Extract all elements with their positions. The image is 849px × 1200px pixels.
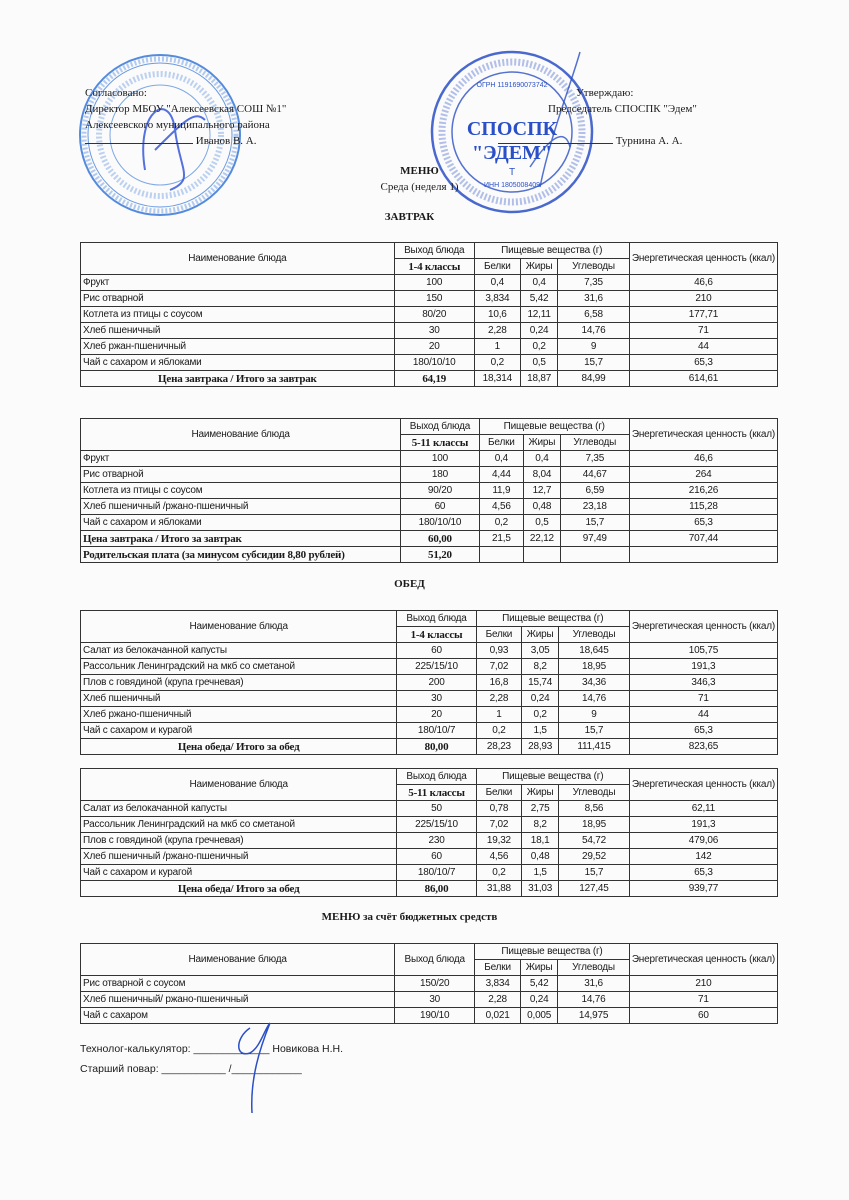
dish-protein: 0,4 — [474, 275, 520, 291]
total-price: 60,00 — [401, 531, 479, 547]
header-carbs: Углеводы — [559, 785, 630, 801]
total-value: 31,88 — [476, 881, 521, 897]
total-row — [81, 547, 778, 563]
dish-fat: 8,2 — [522, 817, 559, 833]
table-row — [81, 643, 778, 659]
dish-protein: 7,02 — [476, 817, 521, 833]
dish-name: Чай с сахаром и яблоками — [81, 515, 401, 531]
total-value — [560, 547, 629, 563]
table-row — [81, 275, 778, 291]
dish-name: Фрукт — [81, 275, 395, 291]
table-row — [81, 339, 778, 355]
total-value: 22,12 — [524, 531, 561, 547]
dish-output: 30 — [395, 992, 475, 1008]
section-breakfast: ЗАВТРАК — [384, 211, 435, 223]
table-row — [81, 659, 778, 675]
table-row — [81, 992, 778, 1008]
header-protein: Белки — [479, 435, 523, 451]
total-value: 21,5 — [479, 531, 523, 547]
dish-output: 100 — [401, 451, 479, 467]
dish-carbs: 31,6 — [558, 291, 630, 307]
dish-protein: 2,28 — [476, 691, 521, 707]
total-label: Цена завтрака / Итого за завтрак — [81, 371, 395, 387]
header-protein: Белки — [474, 259, 520, 275]
dish-output: 60 — [397, 849, 476, 865]
total-price: 80,00 — [397, 739, 476, 755]
total-value: 707,44 — [629, 531, 777, 547]
table-row — [81, 801, 778, 817]
total-value: 939,77 — [629, 881, 777, 897]
dish-carbs: 15,7 — [558, 355, 630, 371]
lunch-table-1-4 — [80, 610, 778, 755]
dish-energy: 191,3 — [629, 659, 777, 675]
svg-text:Т: Т — [508, 167, 516, 178]
dish-output: 150/20 — [395, 976, 475, 992]
table-row — [81, 451, 778, 467]
dish-fat: 12,11 — [520, 307, 557, 323]
dish-energy: 142 — [629, 849, 777, 865]
dish-fat: 0,2 — [522, 707, 559, 723]
dish-carbs: 7,35 — [560, 451, 629, 467]
technologist-label: Технолог-калькулятор: _____________ — [80, 1043, 270, 1055]
dish-protein: 0,93 — [476, 643, 521, 659]
dish-name: Плов с говядиной (крупа гречневая) — [81, 833, 397, 849]
dish-fat: 5,42 — [520, 291, 557, 307]
dish-energy: 115,28 — [629, 499, 777, 515]
dish-output: 50 — [397, 801, 476, 817]
dish-name: Хлеб пшеничный /ржано-пшеничный — [81, 499, 401, 515]
dish-energy: 44 — [629, 339, 777, 355]
dish-protein: 2,28 — [474, 323, 520, 339]
total-value: 127,45 — [559, 881, 630, 897]
total-label: Цена завтрака / Итого за завтрак — [81, 531, 401, 547]
header-name: Наименование блюда — [81, 243, 395, 275]
header-row — [81, 769, 778, 785]
dish-output: 225/15/10 — [397, 817, 476, 833]
table-row — [81, 499, 778, 515]
cook-label: Старший повар: ___________ /____________ — [80, 1063, 302, 1075]
table-row — [81, 707, 778, 723]
dish-output: 80/20 — [394, 307, 474, 323]
dish-name: Хлеб пшеничный — [81, 323, 395, 339]
dish-energy: 105,75 — [629, 643, 777, 659]
header-energy: Энергетическая ценность (ккал) — [629, 944, 777, 976]
table-row — [81, 323, 778, 339]
header-output: Выход блюда — [397, 769, 476, 785]
header-class-group: 5-11 классы — [397, 785, 476, 801]
dish-name: Чай с сахаром — [81, 1008, 395, 1024]
dish-name: Салат из белокачанной капусты — [81, 801, 397, 817]
dish-energy: 65,3 — [629, 723, 777, 739]
approval-left-signer: Иванов В. А. — [195, 135, 257, 147]
dish-protein: 4,56 — [476, 849, 521, 865]
dish-name: Хлеб пшеничный /ржано-пшеничный — [81, 849, 397, 865]
table-row — [81, 976, 778, 992]
header-fat: Жиры — [522, 785, 559, 801]
header-row — [81, 243, 778, 259]
dish-name: Рис отварной — [81, 467, 401, 483]
total-value — [629, 547, 777, 563]
header-energy: Энергетическая ценность (ккал) — [629, 243, 777, 275]
dish-output: 90/20 — [401, 483, 479, 499]
table-row — [81, 515, 778, 531]
approval-right-signer: Турнина А. А. — [615, 135, 683, 147]
dish-carbs: 8,56 — [559, 801, 630, 817]
total-price: 51,20 — [401, 547, 479, 563]
document-title: МЕНЮ — [400, 165, 439, 177]
table-row — [81, 1008, 778, 1024]
dish-energy: 177,71 — [629, 307, 777, 323]
header-protein: Белки — [476, 627, 521, 643]
dish-fat: 0,005 — [521, 1008, 558, 1024]
total-value: 28,93 — [522, 739, 559, 755]
dish-energy: 46,6 — [629, 451, 777, 467]
dish-name: Рассольник Ленинградский на мкб со сметаной — [81, 659, 397, 675]
dish-protein: 0,4 — [479, 451, 523, 467]
table-row — [81, 723, 778, 739]
header-name: Наименование блюда — [81, 419, 401, 451]
header-output: Выход блюда — [401, 419, 479, 435]
dish-output: 20 — [394, 339, 474, 355]
total-price: 64,19 — [394, 371, 474, 387]
dish-energy: 44 — [629, 707, 777, 723]
dish-fat: 0,5 — [524, 515, 561, 531]
approval-right-label: Утверждаю: — [576, 87, 634, 99]
header-row — [81, 944, 778, 960]
total-value — [524, 547, 561, 563]
dish-fat: 1,5 — [522, 723, 559, 739]
total-value: 111,415 — [559, 739, 630, 755]
dish-name: Плов с говядиной (крупа гречневая) — [81, 675, 397, 691]
signature — [230, 1018, 280, 1118]
approval-left-label: Согласовано: — [85, 87, 147, 99]
dish-fat: 0,4 — [520, 275, 557, 291]
total-value: 823,65 — [629, 739, 777, 755]
total-value: 614,61 — [629, 371, 777, 387]
footer-signatures — [80, 1039, 343, 1079]
dish-protein: 10,6 — [474, 307, 520, 323]
table-row — [81, 865, 778, 881]
dish-protein: 11,9 — [479, 483, 523, 499]
dish-carbs: 6,58 — [558, 307, 630, 323]
dish-energy: 346,3 — [629, 675, 777, 691]
dish-carbs: 6,59 — [560, 483, 629, 499]
header-carbs: Углеводы — [559, 627, 630, 643]
dish-fat: 0,2 — [520, 339, 557, 355]
dish-name: Рис отварной — [81, 291, 395, 307]
section-budget: МЕНЮ за счёт бюджетных средств — [321, 911, 498, 923]
header-row — [81, 419, 778, 435]
dish-carbs: 18,645 — [559, 643, 630, 659]
section-lunch: ОБЕД — [394, 578, 425, 590]
dish-carbs: 54,72 — [559, 833, 630, 849]
dish-energy: 71 — [629, 323, 777, 339]
header-output: Выход блюда — [395, 944, 475, 976]
dish-carbs: 23,18 — [560, 499, 629, 515]
header-name: Наименование блюда — [81, 611, 397, 643]
total-value: 18,314 — [474, 371, 520, 387]
header-energy: Энергетическая ценность (ккал) — [629, 611, 777, 643]
dish-output: 100 — [394, 275, 474, 291]
approval-left — [85, 85, 286, 149]
dish-energy: 65,3 — [629, 865, 777, 881]
table-row — [81, 355, 778, 371]
dish-carbs: 14,76 — [558, 323, 630, 339]
dish-energy: 65,3 — [629, 515, 777, 531]
table-row — [81, 675, 778, 691]
dish-name: Салат из белокачанной капусты — [81, 643, 397, 659]
dish-protein: 7,02 — [476, 659, 521, 675]
dish-protein: 3,834 — [475, 976, 521, 992]
dish-output: 180/10/7 — [397, 865, 476, 881]
dish-output: 60 — [397, 643, 476, 659]
table-row — [81, 483, 778, 499]
header-fat: Жиры — [520, 259, 557, 275]
dish-carbs: 14,975 — [558, 1008, 630, 1024]
header-class-group: 1-4 классы — [394, 259, 474, 275]
dish-output: 200 — [397, 675, 476, 691]
header-name: Наименование блюда — [81, 944, 395, 976]
dish-output: 225/15/10 — [397, 659, 476, 675]
dish-energy: 216,26 — [629, 483, 777, 499]
table-row — [81, 291, 778, 307]
dish-carbs: 15,7 — [559, 865, 630, 881]
svg-text:"ЭДЕМ": "ЭДЕМ" — [471, 142, 553, 164]
total-value — [479, 547, 523, 563]
dish-fat: 8,04 — [524, 467, 561, 483]
dish-output: 150 — [394, 291, 474, 307]
total-value: 84,99 — [558, 371, 630, 387]
table-row — [81, 849, 778, 865]
header-carbs: Углеводы — [558, 259, 630, 275]
header-nutrients: Пищевые вещества (г) — [479, 419, 629, 435]
dish-protein: 1 — [476, 707, 521, 723]
dish-name: Чай с сахаром и курагой — [81, 723, 397, 739]
dish-carbs: 31,6 — [558, 976, 630, 992]
dish-protein: 4,44 — [479, 467, 523, 483]
dish-protein: 0,78 — [476, 801, 521, 817]
dish-output: 30 — [397, 691, 476, 707]
dish-name: Фрукт — [81, 451, 401, 467]
budget-table — [80, 943, 778, 1024]
dish-fat: 1,5 — [522, 865, 559, 881]
dish-name: Чай с сахаром и яблоками — [81, 355, 395, 371]
dish-carbs: 7,35 — [558, 275, 630, 291]
table-row — [81, 691, 778, 707]
dish-carbs: 9 — [559, 707, 630, 723]
dish-energy: 210 — [629, 976, 777, 992]
document-day: Среда (неделя 1) — [380, 181, 459, 193]
approval-left-district: Алексеевского муниципального района — [85, 119, 270, 131]
dish-protein: 19,32 — [476, 833, 521, 849]
total-row — [81, 739, 778, 755]
dish-protein: 0,2 — [474, 355, 520, 371]
dish-fat: 0,48 — [524, 499, 561, 515]
dish-protein: 16,8 — [476, 675, 521, 691]
approval-right-position: Председатель СПОСПК "Эдем" — [548, 103, 697, 115]
header-carbs: Углеводы — [560, 435, 629, 451]
dish-energy: 60 — [629, 1008, 777, 1024]
dish-fat: 2,75 — [522, 801, 559, 817]
total-label: Цена обеда/ Итого за обед — [81, 881, 397, 897]
breakfast-table-1-4 — [80, 242, 778, 387]
dish-protein: 1 — [474, 339, 520, 355]
dish-output: 190/10 — [395, 1008, 475, 1024]
header-nutrients: Пищевые вещества (г) — [476, 611, 629, 627]
dish-output: 180/10/10 — [394, 355, 474, 371]
header-fat: Жиры — [521, 960, 558, 976]
header-protein: Белки — [476, 785, 521, 801]
header-nutrients: Пищевые вещества (г) — [474, 243, 629, 259]
dish-protein: 0,2 — [479, 515, 523, 531]
dish-name: Котлета из птицы с соусом — [81, 307, 395, 323]
dish-fat: 18,1 — [522, 833, 559, 849]
breakfast-table-5-11 — [80, 418, 778, 563]
dish-energy: 46,6 — [629, 275, 777, 291]
dish-fat: 0,5 — [520, 355, 557, 371]
header-class-group: 1-4 классы — [397, 627, 476, 643]
dish-energy: 191,3 — [629, 817, 777, 833]
header-name: Наименование блюда — [81, 769, 397, 801]
dish-energy: 71 — [629, 691, 777, 707]
header-protein: Белки — [475, 960, 521, 976]
total-value: 31,03 — [522, 881, 559, 897]
dish-fat: 12,7 — [524, 483, 561, 499]
header-nutrients: Пищевые вещества (г) — [475, 944, 630, 960]
dish-carbs: 14,76 — [559, 691, 630, 707]
total-row — [81, 371, 778, 387]
dish-protein: 0,2 — [476, 865, 521, 881]
dish-carbs: 15,7 — [559, 723, 630, 739]
lunch-table-5-11 — [80, 768, 778, 897]
svg-text:СПОСПК: СПОСПК — [466, 118, 558, 140]
dish-protein: 0,2 — [476, 723, 521, 739]
dish-energy: 62,11 — [629, 801, 777, 817]
technologist-name: Новикова Н.Н. — [272, 1043, 343, 1055]
total-row — [81, 531, 778, 547]
dish-name: Котлета из птицы с соусом — [81, 483, 401, 499]
dish-energy: 71 — [629, 992, 777, 1008]
dish-carbs: 9 — [558, 339, 630, 355]
header-fat: Жиры — [522, 627, 559, 643]
dish-protein: 2,28 — [475, 992, 521, 1008]
dish-fat: 15,74 — [522, 675, 559, 691]
total-value: 18,87 — [520, 371, 557, 387]
dish-fat: 0,24 — [520, 323, 557, 339]
dish-energy: 479,06 — [629, 833, 777, 849]
dish-name: Хлеб ржано-пшеничный — [81, 707, 397, 723]
table-row — [81, 307, 778, 323]
dish-fat: 5,42 — [521, 976, 558, 992]
dish-fat: 8,2 — [522, 659, 559, 675]
header-row — [81, 611, 778, 627]
total-price: 86,00 — [397, 881, 476, 897]
dish-fat: 0,48 — [522, 849, 559, 865]
dish-protein: 4,56 — [479, 499, 523, 515]
total-row — [81, 881, 778, 897]
dish-output: 20 — [397, 707, 476, 723]
dish-carbs: 15,7 — [560, 515, 629, 531]
dish-fat: 0,24 — [522, 691, 559, 707]
total-label: Родительская плата (за минусом субсидии 8,80 рублей) — [81, 547, 401, 563]
dish-output: 60 — [401, 499, 479, 515]
header-fat: Жиры — [524, 435, 561, 451]
table-row — [81, 467, 778, 483]
header-nutrients: Пищевые вещества (г) — [476, 769, 629, 785]
header-output: Выход блюда — [394, 243, 474, 259]
dish-carbs: 14,76 — [558, 992, 630, 1008]
dish-carbs: 18,95 — [559, 817, 630, 833]
dish-name: Чай с сахаром и курагой — [81, 865, 397, 881]
table-row — [81, 833, 778, 849]
svg-text:ИНН 1805008409: ИНН 1805008409 — [483, 182, 541, 189]
dish-name: Рассольник Ленинградский на мкб со сметаной — [81, 817, 397, 833]
dish-name: Рис отварной с соусом — [81, 976, 395, 992]
svg-text:ОГРН 1191690073742: ОГРН 1191690073742 — [476, 82, 548, 89]
header-energy: Энергетическая ценность (ккал) — [629, 419, 777, 451]
dish-carbs: 18,95 — [559, 659, 630, 675]
table-row — [81, 817, 778, 833]
dish-output: 30 — [394, 323, 474, 339]
dish-name: Хлеб ржан-пшеничный — [81, 339, 395, 355]
dish-output: 180/10/10 — [401, 515, 479, 531]
dish-output: 230 — [397, 833, 476, 849]
dish-name: Хлеб пшеничный/ ржано-пшеничный — [81, 992, 395, 1008]
dish-protein: 0,021 — [475, 1008, 521, 1024]
header-carbs: Углеводы — [558, 960, 630, 976]
total-value: 97,49 — [560, 531, 629, 547]
dish-fat: 3,05 — [522, 643, 559, 659]
header-class-group: 5-11 классы — [401, 435, 479, 451]
dish-energy: 210 — [629, 291, 777, 307]
dish-fat: 0,24 — [521, 992, 558, 1008]
header-output: Выход блюда — [397, 611, 476, 627]
dish-carbs: 34,36 — [559, 675, 630, 691]
dish-carbs: 44,67 — [560, 467, 629, 483]
dish-energy: 264 — [629, 467, 777, 483]
total-label: Цена обеда/ Итого за обед — [81, 739, 397, 755]
dish-output: 180 — [401, 467, 479, 483]
approval-left-position: Директор МБОУ "Алексеевская СОШ №1" — [85, 103, 287, 115]
dish-protein: 3,834 — [474, 291, 520, 307]
dish-output: 180/10/7 — [397, 723, 476, 739]
dish-energy: 65,3 — [629, 355, 777, 371]
total-value: 28,23 — [476, 739, 521, 755]
header-energy: Энергетическая ценность (ккал) — [629, 769, 777, 801]
approval-right — [548, 85, 732, 149]
dish-name: Хлеб пшеничный — [81, 691, 397, 707]
dish-carbs: 29,52 — [559, 849, 630, 865]
dish-fat: 0,4 — [524, 451, 561, 467]
